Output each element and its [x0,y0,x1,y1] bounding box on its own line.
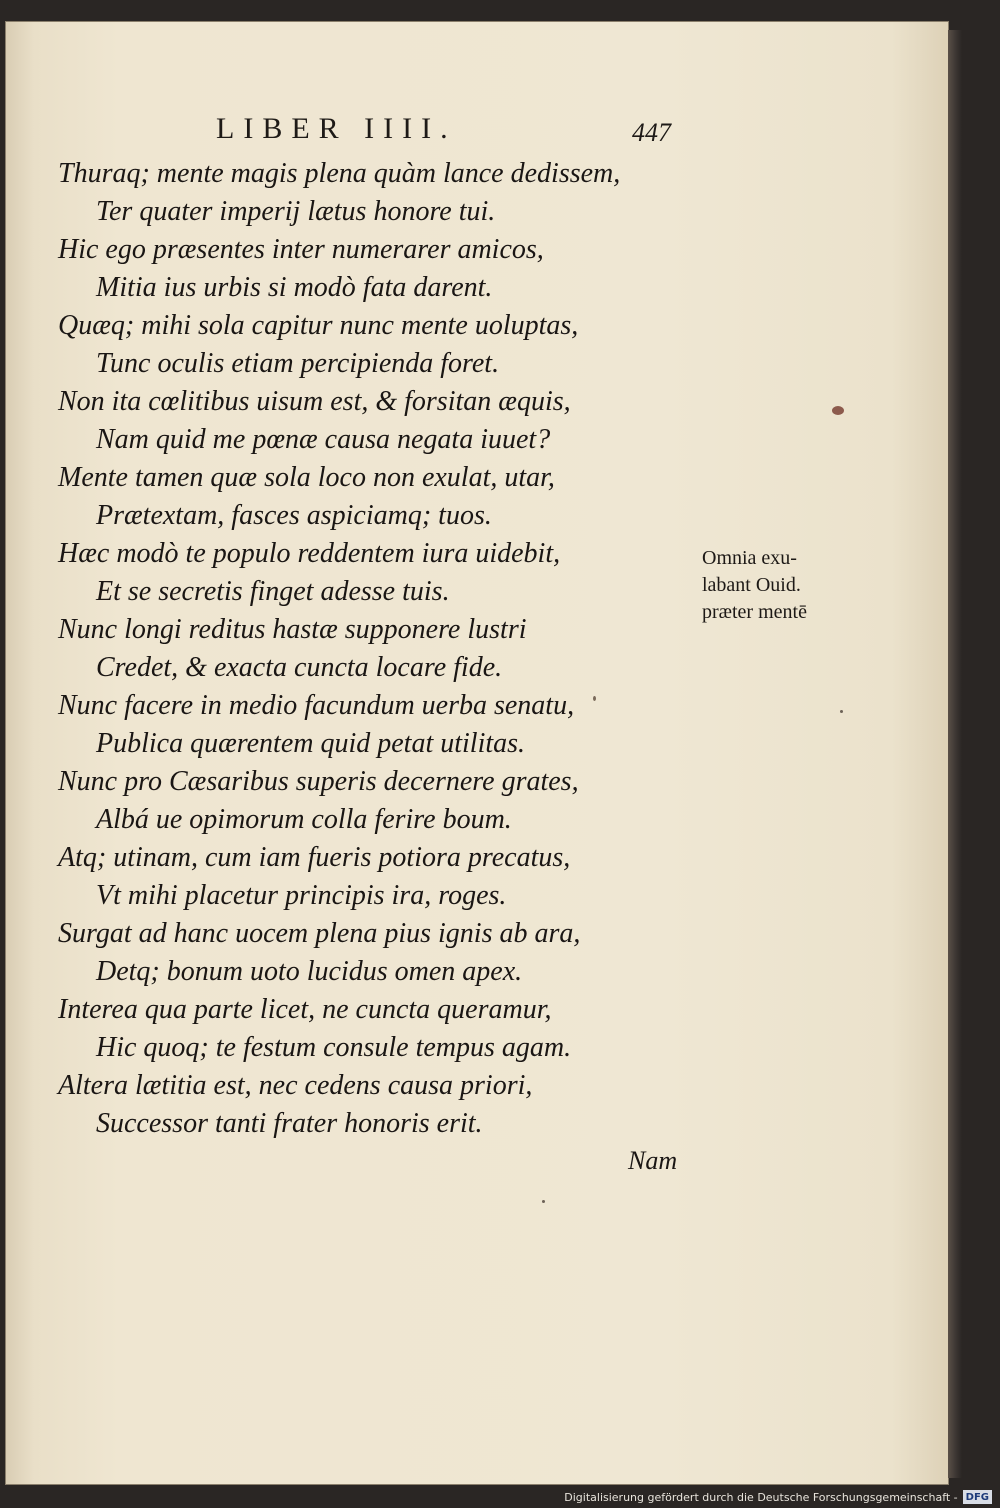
verse-line: Tunc oculis etiam percipienda foret. [96,348,500,379]
verse-line: Surgat ad hanc uocem plena pius ignis ab ara, [58,918,581,949]
verse-line: Hæc modò te populo reddentem iura uidebit, [58,538,561,569]
page-number: 447 [632,118,671,147]
paper-speck [542,1200,545,1203]
marginal-note-line: labant Ouid. [702,574,801,596]
verse-line: Hic quoq; te festum consule tempus agam. [96,1032,572,1063]
paper-speck [840,710,843,713]
verse-line: Mitia ius urbis si modò fata darent. [96,272,493,303]
verse-line: Altera lætitia est, nec cedens causa priori, [58,1070,533,1101]
catchword: Nam [628,1146,678,1175]
verse-line: Ter quater imperij lætus honore tui. [96,196,496,227]
verse-line: Hic ego præsentes inter numerarer amicos, [58,234,544,265]
paper-speck [593,696,596,701]
verse-line: Thuraq; mente magis plena quàm lance dedissem, [58,158,621,189]
running-title: LIBER IIII. [216,112,457,145]
verse-line: Nam quid me pœnæ causa negata iuuet? [96,424,551,455]
verse-line: Detq; bonum uoto lucidus omen apex. [96,956,523,987]
verse-line: Et se secretis finget adesse tuis. [96,576,450,607]
credit-text: Digitalisierung gefördert durch die Deutsche Forschungsgemeinschaft - [564,1490,958,1504]
verse-line: Nunc facere in medio facundum uerba senatu, [58,690,575,721]
marginal-note-line: Omnia exu- [702,547,797,569]
verse-line: Nunc longi reditus hastæ supponere lustri [58,614,527,645]
verse-line: Mente tamen quæ sola loco non exulat, utar, [58,462,555,493]
ink-stain [832,406,844,415]
verse-line: Vt mihi placetur principis ira, roges. [96,880,507,911]
page-edge [948,30,962,1478]
verse-line: Interea qua parte licet, ne cuncta queramur, [58,994,552,1025]
verse-line: Publica quærentem quid petat utilitas. [96,728,526,759]
marginal-note [702,545,862,626]
verse-line: Non ita cœlitibus uisum est, & forsitan æquis, [58,386,571,417]
marginal-note-line: præter mentē [702,601,807,623]
verse-line: Atq; utinam, cum iam fueris potiora precatus, [58,842,571,873]
digitization-credit [564,1490,992,1504]
verse-line: Quæq; mihi sola capitur nunc mente uoluptas, [58,310,579,341]
verse-line: Successor tanti frater honoris erit. [96,1108,483,1139]
verse-line: Prætextam, fasces aspiciamq; tuos. [96,500,492,531]
dfg-logo: DFG [963,1490,992,1504]
verse-line: Albá ue opimorum colla ferire boum. [96,804,512,835]
verse-line: Nunc pro Cæsaribus superis decernere grates, [58,766,579,797]
verse-line: Credet, & exacta cuncta locare fide. [96,652,503,683]
